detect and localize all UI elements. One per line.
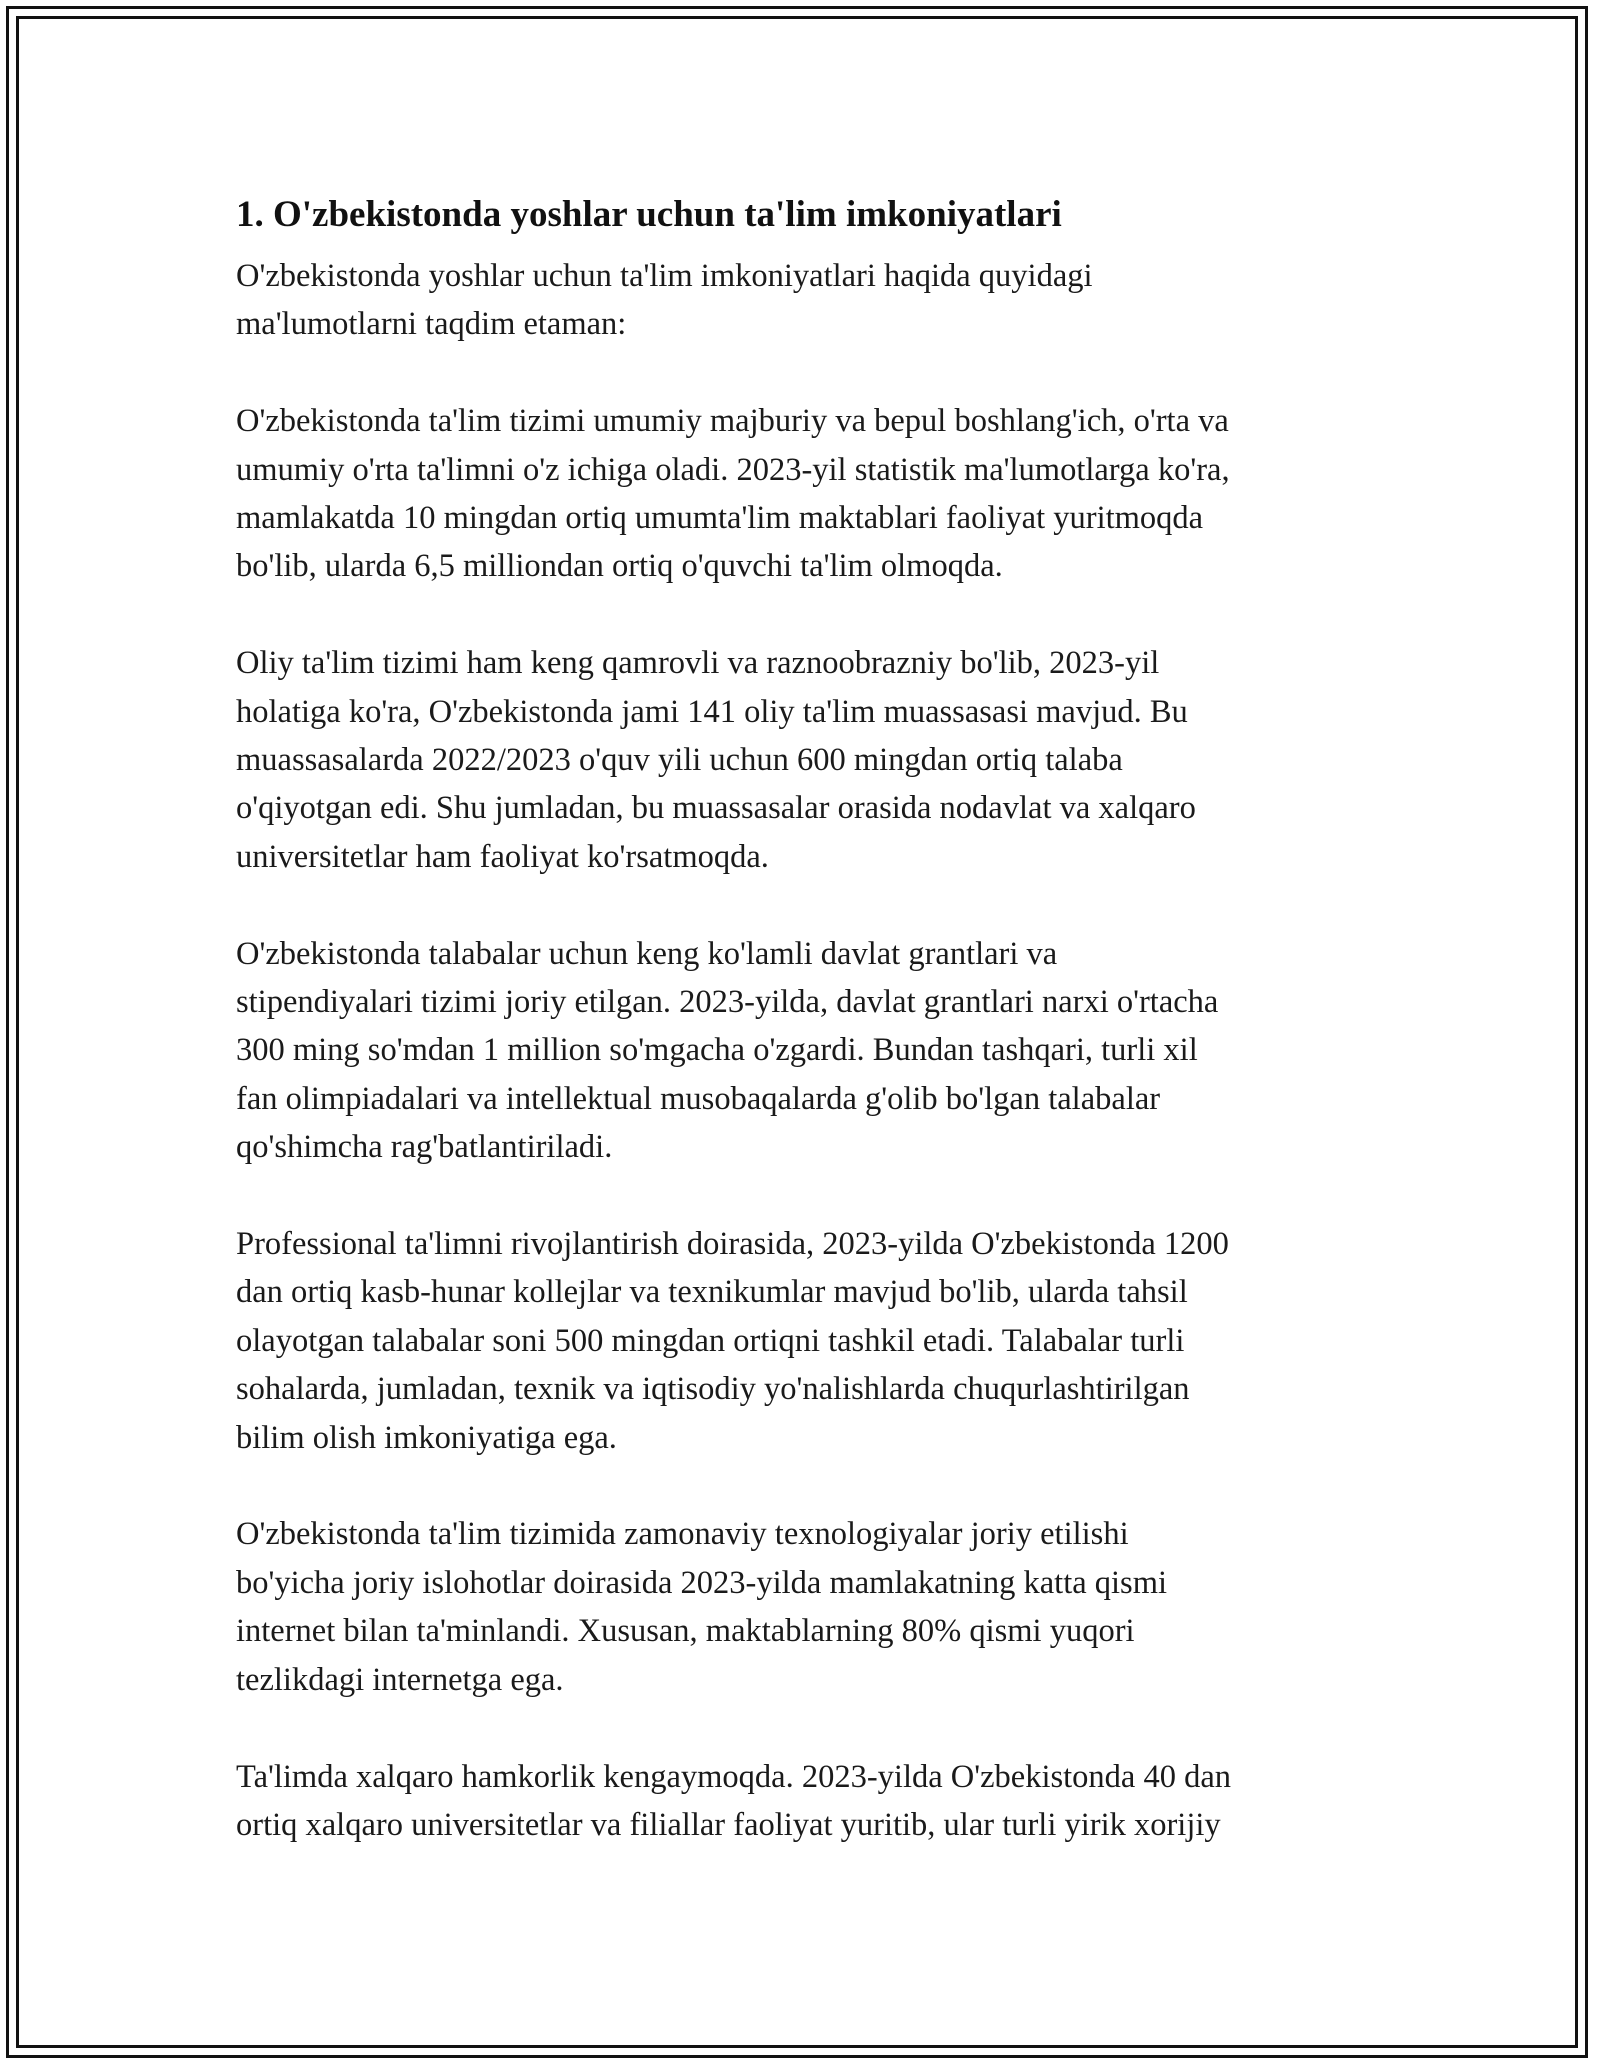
paragraph-intro: O'zbekistonda yoshlar uchun ta'lim imkoniyatlari haqida quyidagi ma'lumotlarni taqdim etaman: bbox=[236, 258, 1093, 343]
paragraph-professional-education: Professional ta'limni rivojlantirish doirasida, 2023-yilda O'zbekistonda 1200 dan ortiq kasb-hunar kollejlar va texnikumlar mavjud bo'lib, ularda tahsil olayotgan talabalar soni 500 mingdan ortiqni tashkil etadi. Talabalar turli sohalarda, jumladan, texnik va iqtisodiy yo'nalishlarda chuqurlashtirilgan bilim olish imkoniyatiga ega. bbox=[236, 1226, 1229, 1456]
paragraph-general-education: O'zbekistonda ta'lim tizimi umumiy majburiy va bepul boshlang'ich, o'rta va umumiy o'rta ta'limni o'z ichiga oladi. 2023-yil statistik ma'lumotlarga ko'ra, mamlakatda 10 mingdan ortiq umumta'lim maktablari faoliyat yuritmoqda bo'lib, ularda 6,5 milliondan ortiq o'quvchi ta'lim olmoqda. bbox=[236, 403, 1230, 585]
paragraph-international: Ta'limda xalqaro hamkorlik kengaymoqda. 2023-yilda O'zbekistonda 40 dan ortiq xalqaro universitetlar va filiallar faoliyat yuritib, ular turli yirik xorijiy bbox=[236, 1758, 1232, 1843]
paragraph-higher-education: Oliy ta'lim tizimi ham keng qamrovli va raznoobrazniy bo'lib, 2023-yil holatiga ko'ra, O'zbekistonda jami 141 oliy ta'lim muassasasi mavjud. Bu muassasalarda 2022/2023 o'quv yili uchun 600 mingdan ortiq talaba o'qiyotgan edi. Shu jumladan, bu muassasalar orasida nodavlat va xalqaro universitetlar ham faoliyat ko'rsatmoqda. bbox=[236, 645, 1196, 875]
document-body bbox=[236, 186, 1376, 1898]
section-heading: 1. O'zbekistonda yoshlar uchun ta'lim imkoniyatlari bbox=[236, 194, 1062, 235]
paragraph-technology: O'zbekistonda ta'lim tizimida zamonaviy texnologiyalar joriy etilishi bo'yicha joriy islohotlar doirasida 2023-yilda mamlakatning katta qismi internet bilan ta'minlandi. Xususan, maktablarning 80% qismi yuqori tezlikdagi internetga ega. bbox=[236, 1516, 1168, 1698]
paragraph-grants: O'zbekistonda talabalar uchun keng ko'lamli davlat grantlari va stipendiyalari tizimi joriy etilgan. 2023-yilda, davlat grantlari narxi o'rtacha 300 ming so'mdan 1 million so'mgacha o'zgardi. Bundan tashqari, turli xil fan olimpiadalari va intellektual musobaqalarda g'olib bo'lgan talabalar qo'shimcha rag'batlantiriladi. bbox=[236, 935, 1219, 1166]
